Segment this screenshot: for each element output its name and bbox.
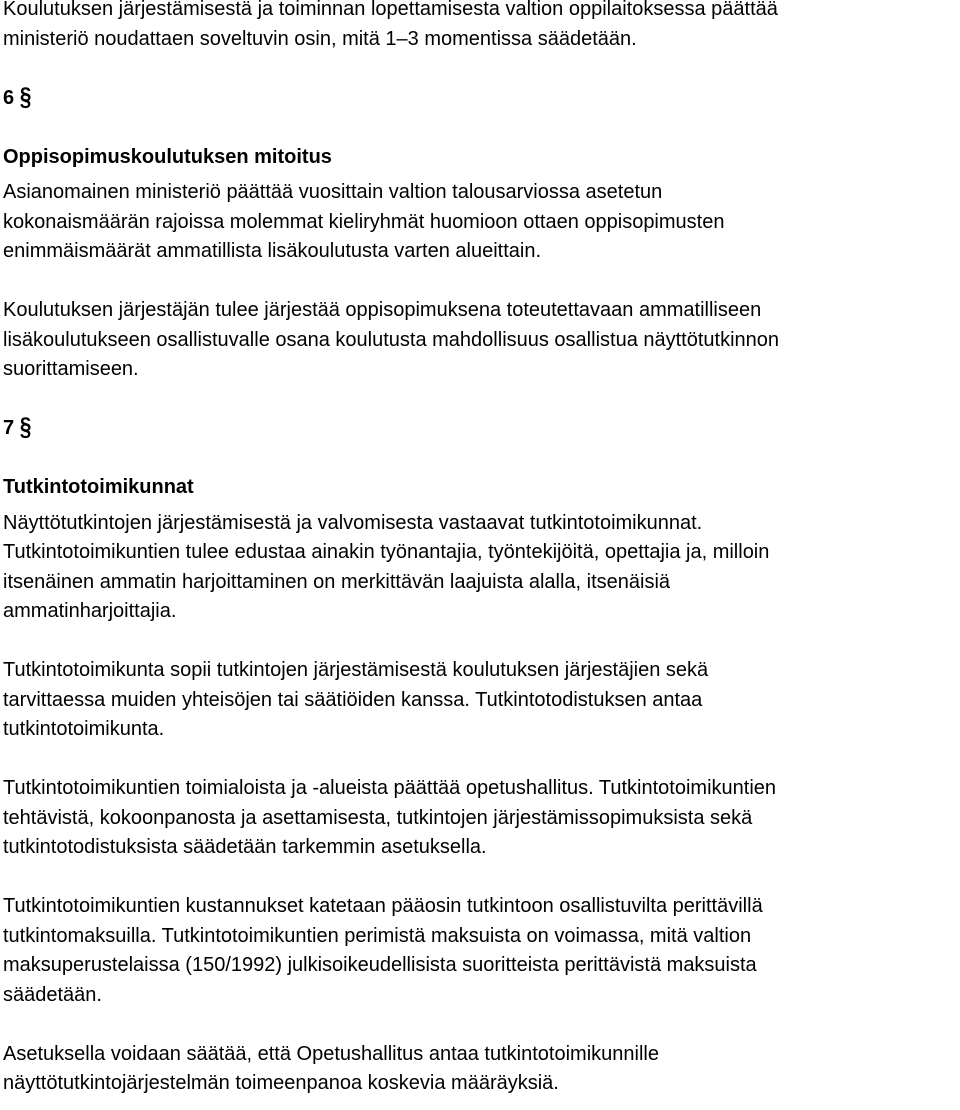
text-line: tutkintotodistuksista säädetään tarkemmin asetuksella.	[3, 836, 487, 858]
text-line: lisäkoulutukseen osallistuvalle osana koulutusta mahdollisuus osallistua näyttötutkinnon	[3, 328, 780, 351]
intro-paragraph	[3, 0, 958, 54]
text-line: Tutkintotoimikunta sopii tutkintojen järjestämisestä koulutuksen järjestäjien sekä	[3, 659, 709, 681]
text-line: suorittamiseen.	[3, 358, 139, 380]
paragraph	[3, 774, 958, 863]
text-line: kokonaismäärän rajoissa molemmat kieliryhmät huomioon ottaen oppisopimusten	[3, 210, 725, 233]
text-line: itsenäinen ammatin harjoittaminen on merkittävän laajuista alalla, itsenäisiä	[3, 570, 671, 593]
paragraph	[3, 178, 958, 267]
paragraph	[3, 892, 958, 1010]
section-sign-icon: §	[19, 413, 32, 443]
paragraph	[3, 509, 958, 627]
text-line: ministeriö noudattaen soveltuvin osin, mitä 1–3 momentissa säädetään.	[3, 27, 637, 50]
paragraph	[3, 296, 958, 385]
text-line: Koulutuksen järjestäjän tulee järjestää oppisopimuksena toteutettavaan ammatilliseen	[3, 299, 762, 321]
section-6	[3, 84, 958, 385]
text-line: Tutkintotoimikuntien tulee edustaa ainakin työnantajia, työntekijöitä, opettajia ja, milloin	[3, 541, 770, 563]
document-page	[3, 0, 958, 1099]
section-heading: Tutkintotoimikunnat	[3, 476, 194, 498]
text-line: Tutkintotoimikuntien toimialoista ja -alueista päättää opetushallitus. Tutkintotoimikuntien	[3, 777, 777, 799]
text-line: Tutkintotoimikuntien kustannukset katetaan pääosin tutkintoon osallistuvilta perittävillä	[3, 895, 763, 917]
text-line: tehtävistä, kokoonpanosta ja asettamisesta, tutkintojen järjestämissopimuksista sekä	[3, 806, 753, 829]
section-number-value: 6	[3, 86, 15, 109]
section-7	[3, 414, 958, 1099]
text-line: tarvittaessa muiden yhteisöjen tai säätiöiden kanssa. Tutkintotodistuksen antaa	[3, 688, 703, 711]
text-line: Koulutuksen järjestämisestä ja toiminnan lopettamisesta valtion oppilaitoksessa päättää	[3, 0, 778, 20]
section-number-value: 7	[3, 417, 15, 439]
text-line: tutkintomaksuilla. Tutkintotoimikuntien perimistä maksuista on voimassa, mitä valtion	[3, 924, 752, 947]
text-line: Asianomainen ministeriö päättää vuosittain valtion talousarviossa asetetun	[3, 181, 663, 203]
text-line: ammatinharjoittajia.	[3, 600, 177, 622]
paragraph	[3, 1040, 958, 1099]
text-line: Asetuksella voidaan säätää, että Opetushallitus antaa tutkintotoimikunnille	[3, 1042, 659, 1065]
text-line: näyttötutkintojärjestelmän toimeenpanoa koskevia määräyksiä.	[3, 1072, 559, 1094]
section-number	[3, 84, 958, 114]
text-line: enimmäismäärät ammatillista lisäkoulutusta varten alueittain.	[3, 240, 542, 262]
text-line: tutkintotoimikunta.	[3, 718, 165, 740]
section-heading: Oppisopimuskoulutuksen mitoitus	[3, 145, 332, 168]
section-number	[3, 414, 958, 444]
text-line: Näyttötutkintojen järjestämisestä ja valvomisesta vastaavat tutkintotoimikunnat.	[3, 511, 703, 534]
paragraph	[3, 656, 958, 745]
section-sign-icon: §	[19, 82, 32, 112]
text-line: maksuperustelaissa (150/1992) julkisoikeudellisista suoritteista perittävistä maksuista	[3, 954, 757, 976]
text-line: säädetään.	[3, 983, 102, 1006]
